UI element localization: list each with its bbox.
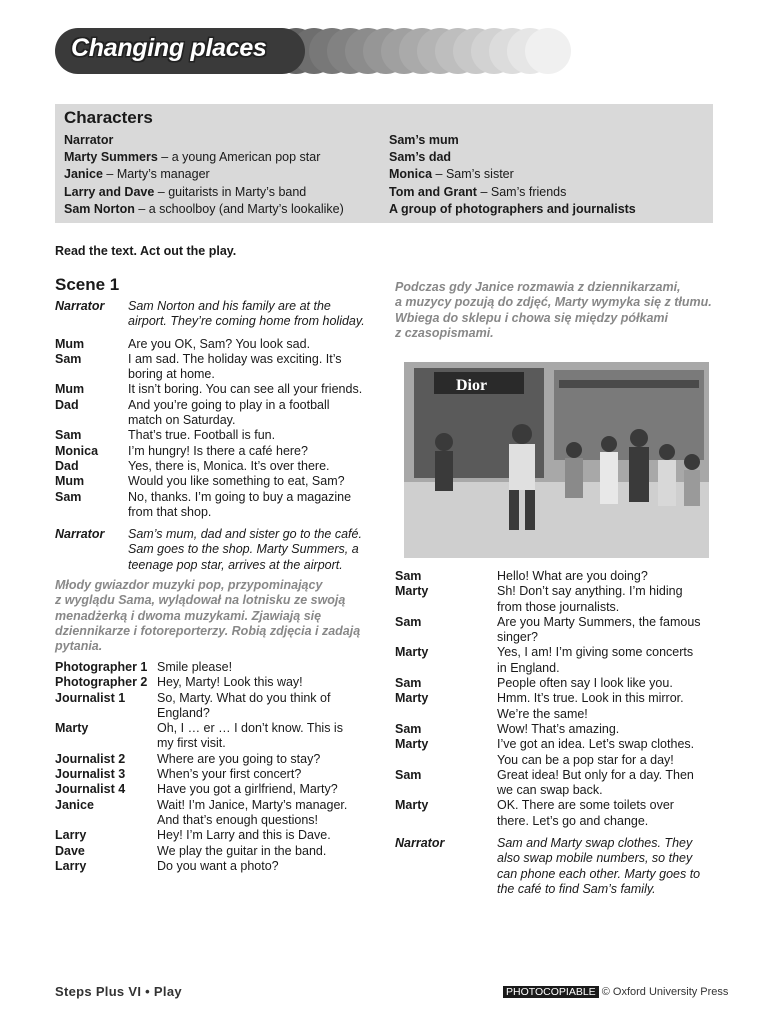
polish-line: Młody gwiazdor muzyki pop, przypominający: [55, 578, 323, 592]
line-text: [497, 676, 673, 691]
character-entry: [64, 149, 344, 166]
line-text-row: Hmm. It’s true. Look in this mirror.: [497, 691, 684, 706]
airport-shop-photo: [404, 362, 709, 558]
polish-line: Podczas gdy Janice rozmawia z dziennikarzami,: [395, 280, 681, 294]
speaker: Sam: [55, 428, 82, 443]
polish-line: pytania.: [55, 639, 103, 654]
line-text-row: Do you want a photo?: [157, 858, 279, 873]
line-text-row: singer?: [497, 630, 538, 645]
page-title: Changing places: [71, 34, 267, 62]
speaker: Mum: [55, 474, 85, 489]
speaker: Sam: [55, 489, 82, 504]
character-entry: [389, 149, 636, 166]
line-text: [157, 859, 279, 874]
line-text-row: I am sad. The holiday was exciting. It’s: [128, 351, 342, 366]
line-text: [497, 737, 694, 768]
line-text-row: from that shop.: [128, 504, 212, 519]
speaker: Journalist 1: [55, 690, 126, 705]
dialogue-line: [55, 428, 365, 443]
polish-note-1: [55, 578, 360, 654]
dialogue-line: [55, 527, 365, 573]
speaker: Dad: [55, 397, 79, 412]
line-text-row: No, thanks. I’m going to buy a magazine: [128, 489, 352, 504]
line-text: [157, 844, 326, 859]
speaker: Monica: [55, 443, 99, 458]
character-entry: [64, 166, 344, 183]
character-entry: [389, 184, 636, 201]
speaker: Photographer 1: [55, 660, 148, 674]
speaker: Marty: [395, 798, 429, 813]
line-text: [497, 722, 619, 737]
dialogue-line: [55, 752, 347, 767]
dialogue-line: [55, 352, 365, 383]
line-text-row: When’s your first concert?: [157, 767, 302, 782]
dialogue-line: [395, 645, 701, 676]
line-text-row: from those journalists.: [497, 599, 620, 614]
dialogue-line: [395, 676, 701, 691]
character-description: – a young American pop star: [157, 150, 321, 165]
line-text-row: Sam goes to the shop. Marty Summers, a: [128, 542, 359, 557]
dialogue-col2: [395, 569, 701, 897]
dialogue-line: [395, 798, 701, 829]
line-text: [128, 444, 308, 459]
speaker: Larry: [55, 858, 87, 873]
line-text-row: teenage pop star, arrives at the airport.: [128, 557, 343, 572]
character-entry: [64, 201, 344, 218]
publisher: © Oxford University Press: [601, 986, 729, 998]
line-text: [128, 527, 362, 573]
character-entry: [64, 184, 344, 201]
line-text-row: airport. They’re coming home from holiday.: [128, 314, 365, 329]
dialogue-line: [395, 768, 701, 799]
dialogue-line: [55, 444, 365, 459]
speaker: Journalist 2: [55, 751, 126, 766]
line-text-row: Where are you going to stay?: [157, 751, 321, 766]
line-text: [157, 721, 343, 752]
polish-note-2: [395, 280, 712, 341]
speaker: Sam: [395, 614, 422, 629]
line-text: [128, 382, 362, 397]
dialogue-line: [55, 398, 365, 429]
line-text-row: You can be a pop star for a day!: [497, 752, 674, 767]
character-entry: [389, 201, 636, 218]
line-text-row: in England.: [497, 660, 560, 675]
characters-title: Characters: [64, 108, 153, 127]
dialogue-line: [395, 722, 701, 737]
polish-line: Wbiega do sklepu i chowa się między półkami: [395, 310, 668, 325]
photocopiable-badge: PHOTOCOPIABLE: [503, 986, 599, 998]
speaker: Sam: [395, 767, 422, 782]
line-text-row: match on Saturday.: [128, 413, 236, 428]
dialogue-line: [55, 828, 347, 843]
line-text: [157, 767, 301, 782]
dialogue-line: [55, 782, 347, 797]
character-name: Sam’s dad: [389, 150, 452, 165]
line-text-row: Sh! Don’t say anything. I’m hiding: [497, 584, 683, 599]
line-text-row: Yes, there is, Monica. It’s over there.: [128, 458, 330, 473]
character-name: Marty Summers: [64, 150, 158, 165]
scene-title: Scene 1: [55, 275, 120, 294]
dialogue-line: [55, 844, 347, 859]
character-description: – guitarists in Marty’s band: [154, 184, 307, 199]
character-description: – Sam’s friends: [476, 184, 567, 199]
line-text-row: People often say I look like you.: [497, 676, 673, 691]
dialogue-line: [395, 584, 701, 615]
character-name: Janice: [64, 167, 103, 182]
line-text-row: also swap mobile numbers, so they: [497, 851, 693, 866]
line-text-row: England?: [157, 705, 210, 720]
shop-sign: Dior: [456, 377, 488, 394]
polish-line: z wyglądu Sama, wylądował na lotnisku ze swoją: [55, 593, 346, 608]
line-text: [497, 836, 700, 897]
character-name: Monica: [389, 167, 433, 182]
speaker: Narrator: [55, 527, 105, 542]
line-text-row: Oh, I … er … I don’t know. This is: [157, 721, 343, 736]
footer-title: Steps Plus VI • Play: [55, 984, 182, 999]
line-text-row: Hey, Marty! Look this way!: [157, 675, 303, 690]
dialogue-line: [55, 660, 347, 675]
speaker: Janice: [55, 797, 94, 812]
speaker: Marty: [395, 691, 429, 706]
line-text-row: Smile please!: [157, 660, 233, 674]
line-text: [497, 691, 684, 722]
speaker: Photographer 2: [55, 675, 148, 690]
line-text: [128, 428, 275, 443]
line-text-row: Sam Norton and his family are at the: [128, 299, 331, 313]
line-text: [497, 569, 648, 584]
line-text: [128, 398, 330, 429]
line-text: [157, 752, 320, 767]
line-text: [157, 691, 330, 722]
character-description: – Sam’s sister: [432, 167, 514, 182]
line-text-row: So, Marty. What do you think of: [157, 690, 331, 705]
character-description: – Marty’s manager: [102, 167, 210, 182]
character-description: – a schoolboy (and Marty’s lookalike): [134, 201, 344, 216]
line-text-row: It isn’t boring. You can see all your friends.: [128, 382, 363, 397]
speaker: Mum: [55, 382, 85, 397]
line-text-row: Are you OK, Sam? You look sad.: [128, 336, 311, 351]
line-text: [157, 828, 331, 843]
speaker: Narrator: [395, 836, 445, 851]
footer-copyright: [503, 986, 728, 998]
speaker: Sam: [395, 569, 422, 583]
polish-line: a muzycy pozują do zdjęć, Marty wymyka się z tłumu.: [395, 295, 712, 310]
line-text-row: Wait! I’m Janice, Marty’s manager.: [157, 797, 348, 812]
line-text-row: That’s true. Football is fun.: [128, 428, 276, 443]
speaker: Sam: [395, 676, 422, 691]
line-text: [497, 584, 683, 615]
speaker: Larry: [55, 828, 87, 843]
line-text-row: And you’re going to play in a football: [128, 397, 330, 412]
dialogue-col1-part2: [55, 660, 347, 874]
line-text-row: Great idea! But only for a day. Then: [497, 767, 694, 782]
characters-box: [55, 104, 713, 223]
line-text: [497, 768, 694, 799]
line-text: [497, 615, 701, 646]
header-circle: [525, 28, 571, 74]
characters-right-column: [389, 132, 636, 218]
line-text-row: can phone each other. Marty goes to: [497, 866, 701, 881]
line-text-row: the café to find Sam’s family.: [497, 881, 656, 896]
character-name: Narrator: [64, 133, 114, 147]
instruction: Read the text. Act out the play.: [55, 244, 237, 258]
dialogue-line: [55, 382, 365, 397]
line-text-row: And that’s enough questions!: [157, 812, 319, 827]
speaker: Sam: [395, 721, 422, 736]
line-text-row: We’re the same!: [497, 706, 588, 721]
dialogue-line: [55, 767, 347, 782]
line-text: [157, 675, 303, 690]
dialogue-line: [55, 859, 347, 874]
character-name: Sam’s mum: [389, 133, 459, 147]
polish-line: menadżerką i dwoma muzykami. Zjawiają się: [55, 608, 322, 623]
character-entry: [389, 132, 636, 149]
speaker: Marty: [55, 721, 89, 736]
speaker: Sam: [55, 351, 82, 366]
line-text: [157, 798, 347, 829]
line-text-row: I’ve got an idea. Let’s swap clothes.: [497, 737, 695, 752]
speaker: Journalist 3: [55, 767, 126, 782]
line-text: [128, 337, 310, 352]
speaker: Journalist 4: [55, 782, 126, 797]
line-text: [128, 490, 351, 521]
character-name: Larry and Dave: [64, 184, 155, 199]
line-text: [157, 782, 338, 797]
polish-line: z czasopismami.: [395, 325, 494, 340]
line-text-row: I’m hungry! Is there a café here?: [128, 443, 308, 458]
line-text: [128, 352, 342, 383]
line-text-row: OK. There are some toilets over: [497, 798, 674, 813]
line-text-row: boring at home.: [128, 367, 215, 382]
character-name: Tom and Grant: [389, 184, 477, 199]
line-text-row: Would you like something to eat, Sam?: [128, 474, 345, 489]
dialogue-line: [395, 836, 701, 897]
polish-line: dziennikarze i fotoreporterzy. Robią zdjęcia i zadają: [55, 623, 361, 638]
line-text-row: we can swap back.: [497, 783, 603, 798]
line-text-row: my first visit.: [157, 736, 226, 751]
line-text: [157, 660, 232, 675]
speaker: Marty: [395, 584, 429, 599]
dialogue-line: [395, 569, 701, 584]
speaker: Narrator: [55, 299, 105, 313]
dialogue-line: [55, 691, 347, 722]
line-text: [128, 299, 365, 330]
dialogue-line: [55, 299, 365, 330]
line-text-row: Sam’s mum, dad and sister go to the café.: [128, 527, 362, 542]
dialogue-col1-part1: [55, 299, 365, 573]
characters-left-column: [64, 132, 344, 218]
line-text: [128, 474, 345, 489]
speaker: Dad: [55, 458, 79, 473]
character-name: Sam Norton: [64, 201, 135, 216]
dialogue-line: [55, 675, 347, 690]
line-text-row: Wow! That’s amazing.: [497, 721, 620, 736]
dialogue-line: [55, 474, 365, 489]
speaker: Marty: [395, 645, 429, 660]
dialogue-line: [55, 337, 365, 352]
speaker: Dave: [55, 843, 85, 858]
line-text-row: Are you Marty Summers, the famous: [497, 614, 701, 629]
line-text-row: there. Let’s go and change.: [497, 813, 649, 828]
dialogue-line: [55, 459, 365, 474]
dialogue-line: [55, 490, 365, 521]
character-entry: [389, 166, 636, 183]
dialogue-line: [395, 737, 701, 768]
line-text-row: Have you got a girlfriend, Marty?: [157, 782, 338, 797]
line-text-row: We play the guitar in the band.: [157, 843, 327, 858]
header-band: [55, 28, 535, 74]
line-text: [497, 645, 693, 676]
dialogue-line: [55, 721, 347, 752]
dialogue-line: [395, 615, 701, 646]
line-text-row: Sam and Marty swap clothes. They: [497, 836, 693, 851]
line-text: [497, 798, 674, 829]
line-text-row: Yes, I am! I’m giving some concerts: [497, 645, 694, 660]
speaker: Marty: [395, 737, 429, 752]
dialogue-line: [395, 691, 701, 722]
line-text: [128, 459, 330, 474]
character-name: A group of photographers and journalists: [389, 201, 636, 216]
scene-photo: [404, 362, 709, 558]
speaker: Mum: [55, 336, 85, 351]
character-entry: [64, 132, 344, 149]
line-text-row: Hello! What are you doing?: [497, 569, 648, 583]
line-text-row: Hey! I’m Larry and this is Dave.: [157, 828, 331, 843]
dialogue-line: [55, 798, 347, 829]
